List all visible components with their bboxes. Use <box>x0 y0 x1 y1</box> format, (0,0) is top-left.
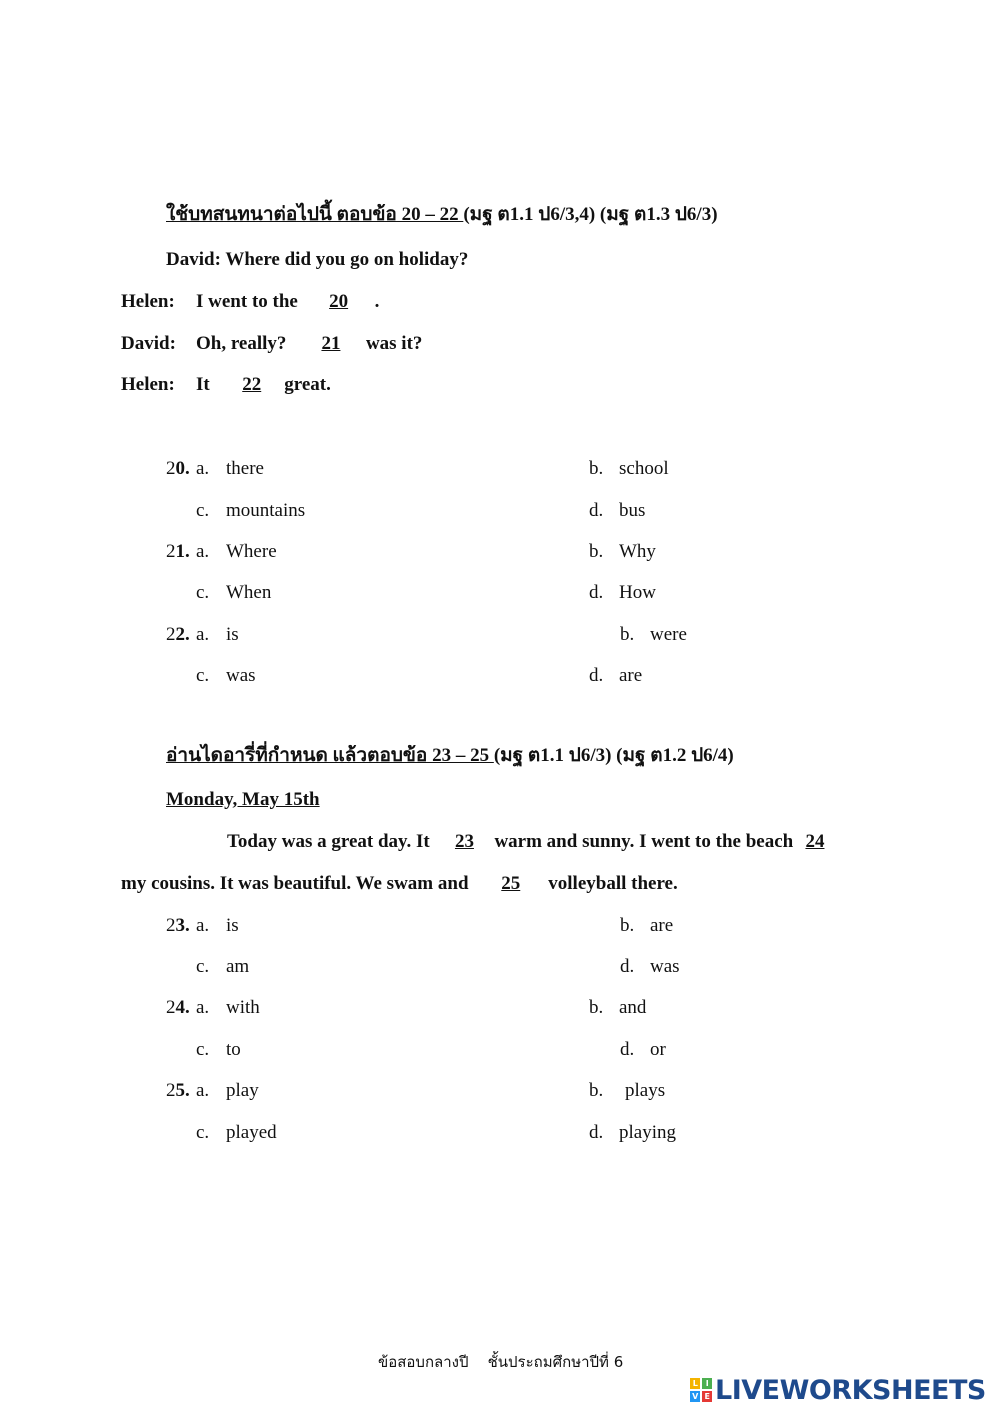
option-text: school <box>619 458 669 479</box>
q25-option-b[interactable]: b. plays <box>589 1080 666 1101</box>
dialogue-line-1 <box>166 250 468 269</box>
q23-option-a[interactable]: a. is <box>196 915 239 936</box>
q21-option-b[interactable]: b. Why <box>589 541 656 562</box>
option-text: played <box>226 1122 277 1143</box>
speaker: Helen: <box>121 374 175 395</box>
dialogue-text: It <box>196 374 220 395</box>
q25-option-d[interactable]: d. playing <box>589 1122 676 1143</box>
section2-heading <box>166 746 734 765</box>
section1-heading-text: ใช้บทสนทนาต่อไปนี้ ตอบข้อ 20 – 22 <box>166 204 464 225</box>
speaker: Helen: <box>121 291 175 312</box>
q22-option-b[interactable]: b. were <box>620 624 687 645</box>
q20-option-d[interactable]: d. bus <box>589 500 646 521</box>
diary-text: warm and sunny. I went to the beach <box>494 831 798 852</box>
dialogue-text: was it? <box>365 333 423 354</box>
option-text: is <box>226 624 239 645</box>
q22-option-a[interactable]: a. is <box>196 624 239 645</box>
option-text: were <box>650 624 687 645</box>
option-text: When <box>226 582 272 603</box>
q20-option-c[interactable]: c. mountains <box>196 500 306 521</box>
q24-option-a[interactable]: a. with <box>196 997 260 1018</box>
section1-heading <box>166 205 718 224</box>
speaker: David: <box>121 333 176 354</box>
blank-24[interactable]: 24 <box>805 831 825 852</box>
dialogue-text: . <box>374 291 380 312</box>
option-text: or <box>650 1039 666 1060</box>
q24-option-c[interactable]: c. to <box>196 1039 241 1060</box>
q25-option-c[interactable]: c. played <box>196 1122 277 1143</box>
q22-option-d[interactable]: d. are <box>589 665 643 686</box>
option-text: Where <box>226 541 277 562</box>
blank-22[interactable]: 22 <box>242 374 262 395</box>
section1-standards: (มฐ ต1.1 ป6/3,4) (มฐ ต1.3 ป6/3) <box>463 204 718 225</box>
option-text: there <box>226 458 264 479</box>
diary-text: Today was a great day. It <box>227 831 435 852</box>
option-text: mountains <box>226 500 306 521</box>
diary-line-1 <box>227 832 832 851</box>
dialogue-text: Oh, really? <box>196 333 296 354</box>
option-text: Why <box>619 541 656 562</box>
dialogue-line-4 <box>121 375 331 394</box>
q24-option-b[interactable]: b. and <box>589 997 647 1018</box>
speaker: David: <box>166 249 221 270</box>
section2-standards: (มฐ ต1.1 ป6/3) (มฐ ต1.2 ป6/4) <box>493 745 734 766</box>
q20-option-b[interactable]: b. school <box>589 458 669 479</box>
option-text: are <box>650 915 674 936</box>
dialogue-text: Where did you go on holiday? <box>225 249 469 270</box>
dialogue-line-3 <box>121 334 422 353</box>
q23-option-c[interactable]: c. am <box>196 956 250 977</box>
option-text: playing <box>619 1122 676 1143</box>
q21-option-a[interactable]: a. Where <box>196 541 277 562</box>
q24-option-d[interactable]: d. or <box>620 1039 666 1060</box>
diary-text: volleyball there. <box>548 873 678 894</box>
blank-25[interactable]: 25 <box>501 873 521 894</box>
blank-23[interactable]: 23 <box>454 831 474 852</box>
dialogue-line-2 <box>121 292 379 311</box>
q25-option-a[interactable]: a. play <box>196 1080 259 1101</box>
q23-option-d[interactable]: d. was <box>620 956 680 977</box>
dialogue-text: great. <box>284 374 331 395</box>
q21-option-d[interactable]: d. How <box>589 582 656 603</box>
blank-20[interactable]: 20 <box>329 291 349 312</box>
q23-option-b[interactable]: b. are <box>620 915 674 936</box>
question-number: 20. <box>166 458 190 479</box>
q25-number: 25. <box>166 1080 190 1101</box>
logo-text: LIVEWORKSHEETS <box>715 1374 986 1406</box>
q22-number: 22. <box>166 624 190 645</box>
option-text: was <box>226 665 256 686</box>
option-text: and <box>619 997 647 1018</box>
option-text: How <box>619 582 656 603</box>
q21-option-c[interactable]: c. When <box>196 582 272 603</box>
option-text: play <box>226 1080 259 1101</box>
q22-option-c[interactable]: c. was <box>196 665 256 686</box>
option-text: was <box>650 956 680 977</box>
option-text: plays <box>625 1080 666 1101</box>
q20-option-a[interactable]: a. there <box>196 458 264 479</box>
q23-number: 23. <box>166 915 190 936</box>
blank-21[interactable]: 21 <box>321 333 341 354</box>
page-footer: ข้อสอบกลางปี ชั้นประถมศึกษาปีที่ 6 <box>378 1353 624 1371</box>
liveworksheets-logo[interactable] <box>690 1376 986 1404</box>
option-text: to <box>226 1039 241 1060</box>
diary-line-2 <box>121 874 678 893</box>
dialogue-text: I went to the <box>196 291 303 312</box>
section2-heading-text: อ่านไดอารี่ที่กำหนด แล้วตอบข้อ 23 – 25 <box>166 745 494 766</box>
option-text: are <box>619 665 643 686</box>
q24-number: 24. <box>166 997 190 1018</box>
option-text: with <box>226 997 260 1018</box>
diary-date: Monday, May 15th <box>166 789 320 810</box>
liveworksheets-mark-icon: L I V E <box>690 1378 712 1402</box>
option-text: is <box>226 915 239 936</box>
option-text: am <box>226 956 250 977</box>
q21-number: 21. <box>166 541 190 562</box>
diary-text: my cousins. It was beautiful. We swam and <box>121 873 474 894</box>
option-text: bus <box>619 500 646 521</box>
